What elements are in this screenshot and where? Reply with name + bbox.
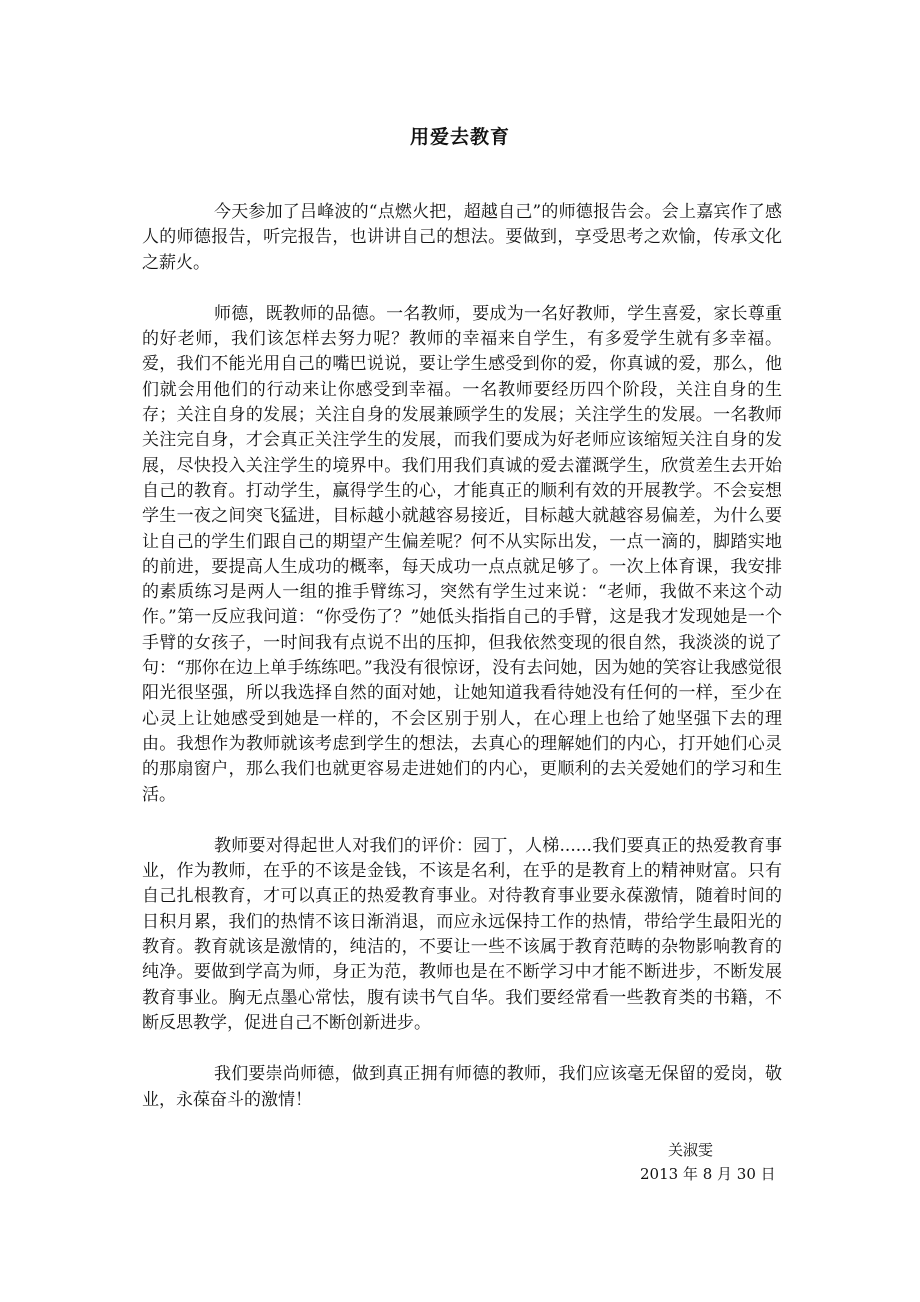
author-name: 关淑雯 [668,1141,714,1159]
paragraph-conclusion: 我们要崇尚师德，做到真正拥有师德的教师，我们应该毫无保留的爱岗，敬业，永葆奋斗的激情！ [142,1064,782,1110]
document-body [142,200,782,1139]
signature-block [640,1138,780,1186]
signature-date: 2013 年 8 月 30 日 [640,1165,776,1183]
paragraph-intro: 今天参加了吕峰波的“点燃火把，超越自己”的师德报告会。会上嘉宾作了感人的师德报告，听完报告，也讲讲自己的想法。要做到，享受思考之欢愉，传承文化之薪火。 [142,202,782,273]
paragraph-love-education: 教师要对得起世人对我们的评价：园丁，人梯......我们要真正的热爱教育事业，作为教师，在乎的不该是金钱，不该是名利，在乎的是教育上的精神财富。只有自己扎根教育，才可以真正的热爱教育事业。对待教育事业要永葆激情，随着时间的日积月累，我们的热情不该日渐消退，而应永远保持工作的热情，带给学生最阳光的教育。教育就该是激情的，纯洁的，不要让一些不该属于教育范畴的杂物影响教育的纯净。要做到学高为师，身正为范，教师也是在不断学习中才能不断进步，不断发展教育事业。胸无点墨心常怯，腹有读书气自华。我们要经常看一些教育类的书籍，不断反思教学，促进自己不断创新进步。 [142,835,782,1033]
paragraph-teacher-ethics: 师德，既教师的品德。一名教师，要成为一名好教师，学生喜爱，家长尊重的好老师，我们该怎样去努力呢？教师的幸福来自学生，有多爱学生就有多幸福。爱，我们不能光用自己的嘴巴说说，要让学生感受到你的爱，你真诚的爱，那么，他们就会用他们的行动来让你感受到幸福。一名教师要经历四个阶段，关注自身的生存；关注自身的发展；关注自身的发展兼顾学生的发展；关注学生的发展。一名教师关注完自身，才会真正关注学生的发展，而我们要成为好老师应该缩短关注自身的发展，尽快投入关注学生的境界中。我们用我们真诚的爱去灌溉学生，欣赏差生去开始自己的教育。打动学生，赢得学生的心，才能真正的顺利有效的开展教学。不会妄想学生一夜之间突飞猛进，目标越小就越容易接近，目标越大就越容易偏差，为什么要让自己的学生们跟自己的期望产生偏差呢？何不从实际出发，一点一滴的，脚踏实地的前进，要提高人生成功的概率，每天成功一点点就足够了。一次上体育课，我安排的素质练习是两人一组的推手臂练习，突然有学生过来说：“老师，我做不来这个动作。”第一反应我问道：“你受伤了？”她低头指指自己的手臂，这是我才发现她是一个手臂的女孩子，一时间我有点说不出的压抑，但我依然变现的很自然，我淡淡的说了句：“那你在边上单手练练吧。”我没有很惊讶，没有去问她，因为她的笑容让我感觉很阳光很坚强，所以我选择自然的面对她，让她知道我看待她没有任何的一样，至少在心灵上让她感受到她是一样的，不会区别于别人，在心理上也给了她坚强下去的理由。我想作为教师就该考虑到学生的想法，去真心的理解她们的内心，打开她们心灵的那扇窗户，那么我们也就更容易走进她们的内心，更顺利的去关爱她们的学习和生活。 [142,303,782,805]
document-title: 用爱去教育 [409,126,510,148]
